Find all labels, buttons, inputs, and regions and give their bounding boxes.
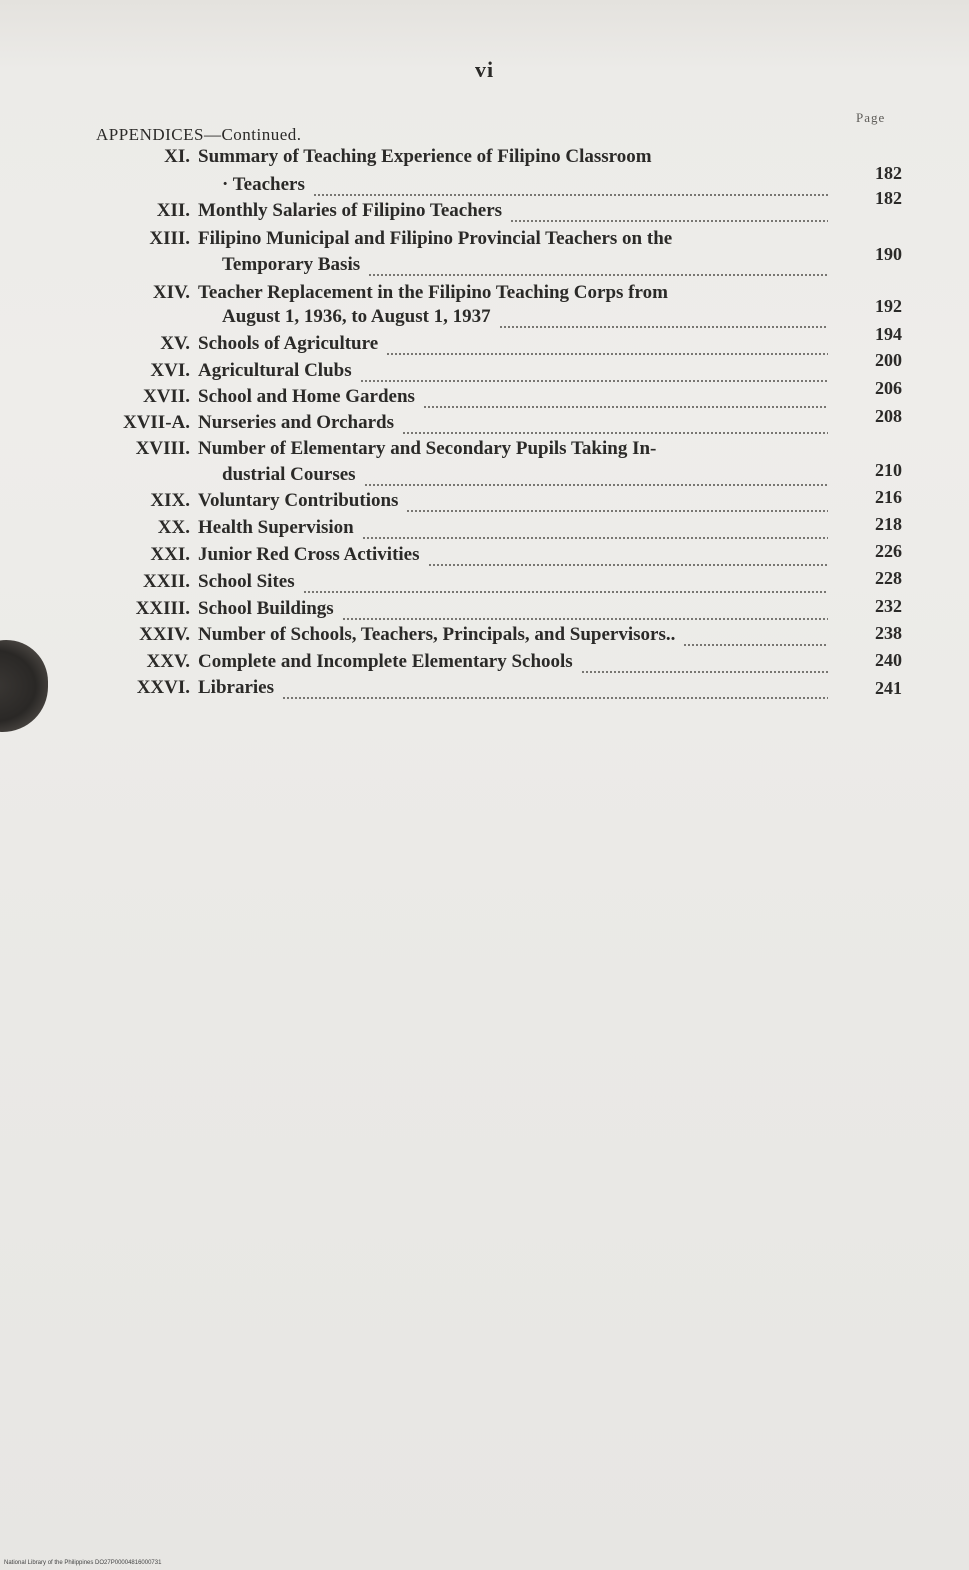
toc-entry-line	[0, 333, 969, 359]
toc-entry-numeral: XXIV.	[139, 624, 190, 645]
toc-entry-numeral: XIX.	[150, 490, 190, 511]
toc-entry-title: Health Supervision	[198, 517, 354, 538]
section-title: APPENDICES—Continued.	[96, 125, 302, 144]
toc-entry-numeral: XIV.	[152, 282, 190, 303]
dot-leader	[313, 194, 828, 196]
dot-leader	[499, 326, 828, 328]
toc-entry-page: 182	[875, 188, 902, 208]
toc-entry-page: 216	[875, 487, 902, 507]
toc-entry-line	[0, 677, 969, 703]
toc-entry-title: Filipino Municipal and Filipino Provincial Teachers on the	[198, 228, 673, 249]
toc-entry-line	[0, 598, 969, 624]
toc-entry-line	[0, 464, 969, 490]
toc-entry-line	[0, 360, 969, 386]
toc-entry-numeral: XIII.	[149, 228, 190, 249]
toc-entry-page: 200	[875, 350, 902, 370]
dot-leader	[342, 618, 828, 620]
toc-entry-title: Agricultural Clubs	[198, 360, 352, 381]
toc-entry-title: August 1, 1936, to August 1, 1937	[222, 306, 491, 327]
toc-entry-title: School and Home Gardens	[198, 386, 415, 407]
toc-entry-page: 206	[875, 378, 902, 398]
toc-entry-numeral: XII.	[156, 200, 190, 221]
toc-entry-numeral: XV.	[160, 333, 190, 354]
toc-entry-line	[0, 517, 969, 543]
toc-entry-line	[0, 254, 969, 280]
toc-entry-line	[0, 200, 969, 226]
toc-entry-title: Voluntary Contributions	[198, 490, 399, 511]
dot-leader	[428, 564, 828, 566]
toc-entry-numeral: XVIII.	[135, 438, 190, 459]
toc-entry-page: 240	[875, 650, 902, 670]
toc-entry-title: · Teachers	[222, 174, 305, 195]
dot-leader	[423, 406, 828, 408]
toc-entry-page: 190	[875, 244, 902, 264]
toc-entry-numeral: XVI.	[150, 360, 190, 381]
page-column-header: Page	[856, 110, 886, 125]
toc-entry-title: Schools of Agriculture	[198, 333, 379, 354]
toc-entry-numeral: XXV.	[146, 651, 190, 672]
toc-entry-title: Summary of Teaching Experience of Filipino Classroom	[198, 146, 652, 167]
dot-leader	[303, 591, 828, 593]
dot-leader	[368, 274, 828, 276]
toc-entry-title: Nurseries and Orchards	[198, 412, 394, 433]
toc-entry-line	[0, 306, 969, 332]
page-number: vi	[474, 57, 495, 82]
toc-entry-title: School Buildings	[198, 598, 334, 619]
toc-entry-page: 232	[875, 596, 902, 616]
toc-entry-title: Teacher Replacement in the Filipino Teaching Corps from	[198, 282, 668, 303]
toc-entry-numeral: XXI.	[150, 544, 190, 565]
toc-entry-title: Temporary Basis	[222, 254, 361, 275]
toc-entry-page: 210	[875, 460, 902, 480]
toc-entry-title: Monthly Salaries of Filipino Teachers	[198, 200, 503, 221]
dot-leader	[364, 484, 828, 486]
toc-entry-line	[0, 438, 969, 464]
dot-leader	[360, 380, 828, 382]
toc-entry-line	[0, 282, 969, 308]
toc-entry-page: 226	[875, 541, 902, 561]
toc-entry-numeral: XXIII.	[135, 598, 190, 619]
toc-entry-page: 238	[875, 623, 902, 643]
toc-entry-line	[0, 228, 969, 254]
toc-entry-numeral: XXII.	[143, 571, 190, 592]
dot-leader	[510, 220, 828, 222]
toc-entry-numeral: XX.	[157, 517, 190, 538]
dot-leader	[581, 671, 828, 673]
toc-entry-title: Complete and Incomplete Elementary Schools	[198, 651, 573, 672]
toc-entry-line	[0, 490, 969, 516]
toc-entry-line	[0, 571, 969, 597]
toc-entry-numeral: XVII-A.	[122, 412, 190, 433]
toc-entry-page: 192	[875, 296, 902, 316]
toc-entry-numeral: XI.	[164, 146, 190, 167]
toc-entry-title: Junior Red Cross Activities	[198, 544, 420, 565]
toc-entry-line	[0, 651, 969, 677]
dot-leader	[386, 353, 828, 355]
toc-entry-numeral: XVII.	[143, 386, 190, 407]
toc-entry-line	[0, 386, 969, 412]
toc-entry-page: 182	[875, 163, 902, 183]
toc-entry-line	[0, 146, 969, 172]
dot-leader	[683, 644, 828, 646]
toc-entry-numeral: XXVI.	[136, 677, 190, 698]
toc-entry-line	[0, 412, 969, 438]
toc-entry-title: Libraries	[198, 677, 274, 698]
toc-entry-line	[0, 624, 969, 650]
toc-entry-page: 208	[875, 406, 902, 426]
toc-entry-title: Number of Elementary and Secondary Pupils Taking In-	[198, 438, 657, 459]
dot-leader	[406, 510, 828, 512]
toc-entry-page: 241	[875, 678, 902, 698]
toc-entry-page: 228	[875, 568, 902, 588]
toc-entry-page: 218	[875, 514, 902, 534]
toc-entry-title: School Sites	[198, 571, 295, 592]
dot-leader	[282, 697, 828, 699]
dot-leader	[362, 537, 828, 539]
toc-entry-line	[0, 544, 969, 570]
toc-entry-title: Number of Schools, Teachers, Principals, and Supervisors..	[198, 624, 676, 645]
toc-entry-title: dustrial Courses	[222, 464, 356, 485]
toc-entry-line	[0, 174, 969, 200]
dot-leader	[402, 432, 828, 434]
toc-entry-page: 194	[875, 324, 902, 344]
footer-credit: National Library of the Philippines DO27P00004816000731	[4, 1560, 162, 1566]
